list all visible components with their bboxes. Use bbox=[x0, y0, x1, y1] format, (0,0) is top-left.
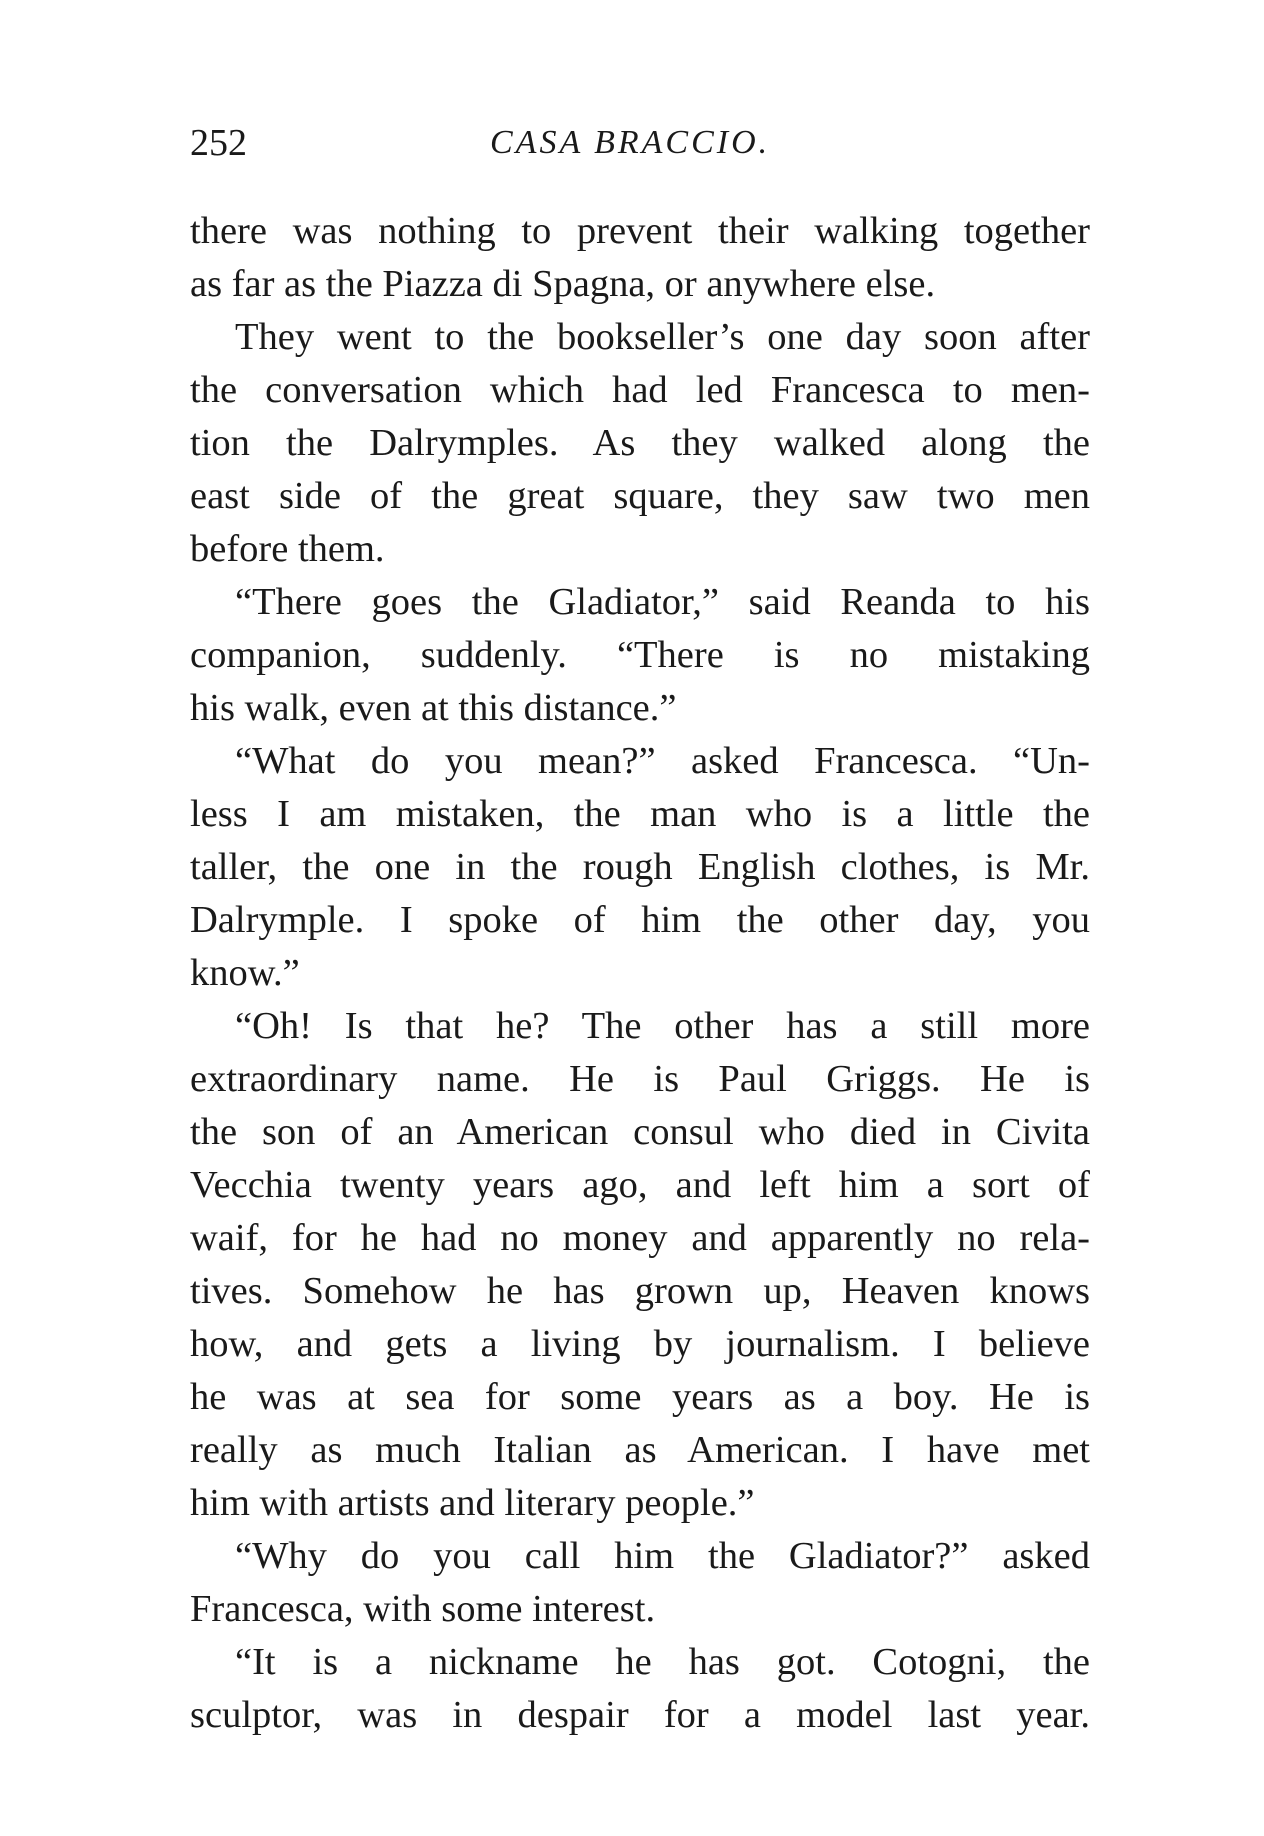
text-line: how, and gets a living by journalism. I believe bbox=[190, 1323, 1090, 1365]
text-line: the conversation which had led Francesca to men- bbox=[190, 369, 1090, 411]
body-text bbox=[190, 205, 1090, 1742]
text-line: the son of an American consul who died in Civita bbox=[190, 1111, 1090, 1153]
text-line: “What do you mean?” asked Francesca. “Un- bbox=[235, 740, 1090, 782]
text-line: he was at sea for some years as a boy. He is bbox=[190, 1376, 1090, 1418]
page-number: 252 bbox=[190, 122, 247, 164]
text-line: taller, the one in the rough English clothes, is Mr. bbox=[190, 846, 1090, 888]
text-line: Dalrymple. I spoke of him the other day, you bbox=[190, 899, 1090, 941]
text-line: as far as the Piazza di Spagna, or anywhere else. bbox=[190, 263, 936, 305]
text-line: really as much Italian as American. I have met bbox=[190, 1429, 1090, 1471]
running-title: CASA BRACCIO. bbox=[490, 124, 771, 161]
text-line: “It is a nickname he has got. Cotogni, the bbox=[235, 1641, 1090, 1683]
text-line: tion the Dalrymples. As they walked along the bbox=[190, 422, 1090, 464]
text-line: east side of the great square, they saw two men bbox=[190, 475, 1090, 517]
text-line: “Why do you call him the Gladiator?” asked bbox=[235, 1535, 1090, 1577]
text-line: waif, for he had no money and apparently no rela- bbox=[190, 1217, 1090, 1259]
text-line: him with artists and literary people.” bbox=[190, 1482, 755, 1524]
text-line: Francesca, with some interest. bbox=[190, 1588, 656, 1630]
text-line: there was nothing to prevent their walking together bbox=[190, 210, 1090, 252]
text-line: Vecchia twenty years ago, and left him a sort of bbox=[190, 1164, 1090, 1206]
text-line: “There goes the Gladiator,” said Reanda to his bbox=[235, 581, 1090, 623]
text-line: less I am mistaken, the man who is a little the bbox=[190, 793, 1090, 835]
running-head bbox=[190, 118, 1090, 168]
text-line: sculptor, was in despair for a model last year. bbox=[190, 1694, 1090, 1736]
text-line: before them. bbox=[190, 528, 385, 570]
text-line: his walk, even at this distance.” bbox=[190, 687, 677, 729]
text-line: companion, suddenly. “There is no mistaking bbox=[190, 634, 1090, 676]
text-line: tives. Somehow he has grown up, Heaven knows bbox=[190, 1270, 1090, 1312]
text-line: “Oh! Is that he? The other has a still more bbox=[235, 1005, 1090, 1047]
text-line: They went to the bookseller’s one day soon after bbox=[235, 316, 1090, 358]
text-line: know.” bbox=[190, 952, 300, 994]
text-line: extraordinary name. He is Paul Griggs. He is bbox=[190, 1058, 1090, 1100]
